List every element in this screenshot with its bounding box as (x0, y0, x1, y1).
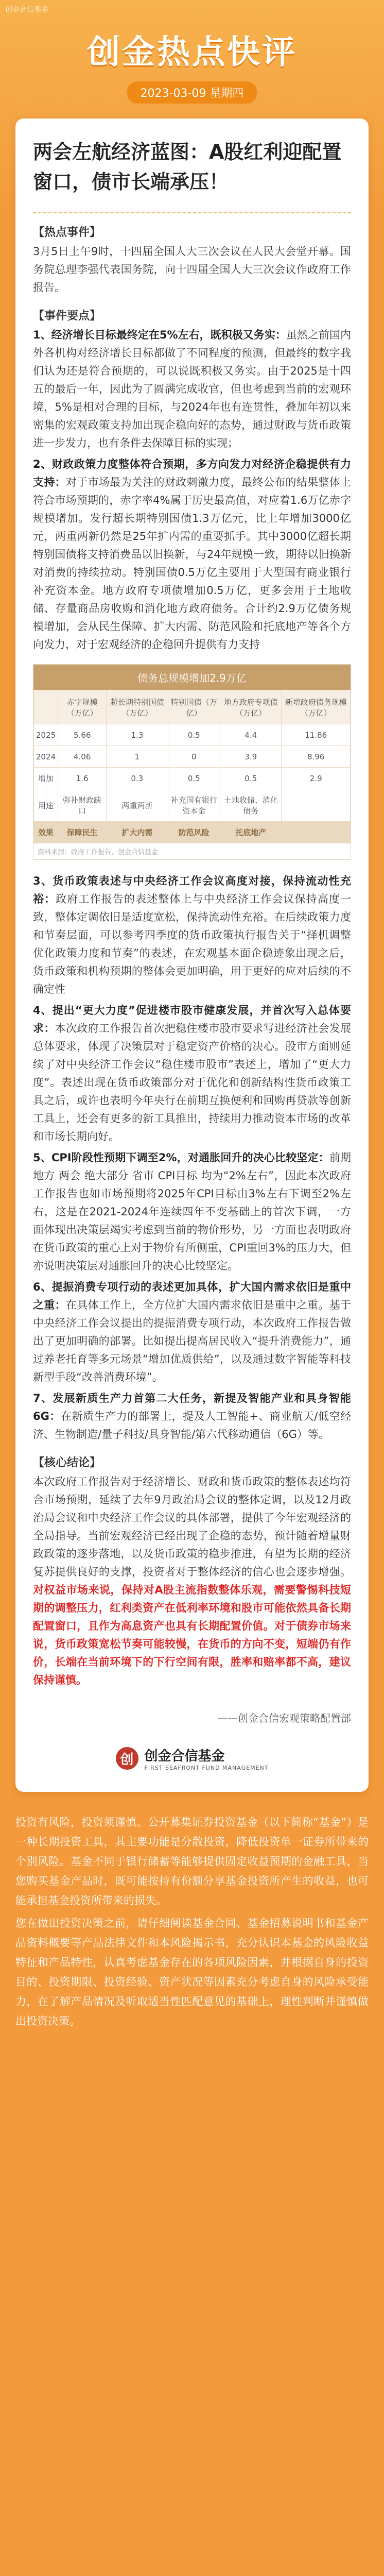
table-row (34, 746, 351, 768)
point-4 (33, 1002, 351, 1146)
table-cell: 0.5 (168, 724, 220, 746)
table-cell: 效果 (34, 822, 58, 843)
table-cell (282, 789, 351, 822)
point-5-body: 前期 地方 两会 绝大部分 省市 CPI目标 均为“2%左右”，因此本次政府工作报告也如市场预期将2025年CPI目标由3%左右下调至2%左右，这是在2021-2024年连续四年不变基础上的首次下调，一方面体现出决策层竭实考虑到当前的物价形势，另一方面也表明政府在货币政策的重心上对于物价有所侧重，CPI重回3%的压力大，但亦说明决策层对通胀回升的决心比较坚定。 (33, 1151, 351, 1272)
table-cell: 0.3 (107, 768, 168, 789)
point-2 (33, 455, 351, 654)
table-cell: 0 (168, 746, 220, 768)
table-cell: 2024 (34, 746, 58, 768)
point-2-body: 对于市场最为关注的财政刺激力度，最终公布的结果整体上符合市场预期的，赤字率4%属于历史最高值，对应着1.6万亿赤字规模增加。发行超长期特别国债1.3万亿元，比上年增加3000亿元，两重两新仍然是25年扩内需的重要抓手。其中3000亿超长期特别国债将支持消费品以旧换新，与24年规模一致，期待以旧换新对消费的持续拉动。特别国债0.5万亿主要用于大型国有商业银行补充资本金。地方政府专项债增加0.5万亿，更多会用于土地收储、存量商品房收购和消化地方政府债务。合计约2.9万亿债务规模增加，会从民生保障、扩大内需、防范风险和托底地产等各个方向发力，对于宏观经济的企稳回升提供有力支持 (33, 476, 352, 651)
header-banner (0, 0, 384, 118)
table-cell: 8.96 (282, 746, 351, 768)
table-header-cell: 超长期特别国债（万亿） (107, 690, 168, 724)
key-points-heading: 【事件要点】 (33, 310, 101, 323)
debt-table (33, 664, 351, 860)
point-5 (33, 1149, 351, 1275)
article-card (15, 118, 369, 1792)
table-footer-row (34, 822, 351, 843)
point-1 (33, 326, 351, 452)
hot-event-body: 3月5日上午9时，十四届全国人大三次会议在人民大会堂开幕。国务院总理李强代表国务院，向十四届全国人大三次会议作政府工作报告。 (33, 245, 351, 294)
table-cell (282, 822, 351, 843)
signature: ——创金合信宏观策略配置部 (217, 1712, 351, 1724)
table-cell: 用途 (34, 789, 58, 822)
table-cell: 11.86 (282, 724, 351, 746)
debt-table-title: 债务总规模增加2.9万亿 (33, 665, 351, 690)
brand-name-en: FIRST SEAFRONT FUND MANAGEMENT (144, 1765, 269, 1771)
header-title: 创金热点快评 (87, 33, 297, 72)
table-cell: 土地收储、消化债务 (220, 789, 282, 822)
table-cell: 扩大内需 (107, 822, 168, 843)
table-cell: 弥补财政缺口 (58, 789, 107, 822)
point-6-title: 6、提振消费专项行动的表述更加具体，扩大国内需求依旧是重中之重： (33, 1281, 351, 1311)
disclaimer-paragraph: 您在做出投资决策之前，请仔细阅读基金合同、基金招募说明书和基金产品资料概要等产品法律文件和本风险揭示书，充分认识本基金的风险收益特征和产品特性，认真考虑基金存在的各项风险因素，并根据自身的投资目的、投资期限、投资经验、资产状况等因素充分考虑自身的风险承受能力，在了解产品情况及听取适当性匹配意见的基础上，理性判断并谨慎做出投资决策。 (15, 1917, 369, 2027)
brand-logo (33, 1745, 351, 1771)
core-conclusion-heading: 【核心结论】 (33, 1456, 101, 1469)
table-header-cell (34, 690, 58, 724)
table-cell: 5.66 (58, 724, 107, 746)
table-cell: 1.3 (107, 724, 168, 746)
table-cell: 2.9 (282, 768, 351, 789)
brand-logo-icon: 创 (116, 1747, 138, 1770)
table-cell: 托底地产 (220, 822, 282, 843)
point-3 (33, 872, 351, 998)
table-header-cell: 赤字规模（万亿） (58, 690, 107, 724)
table-cell: 0.5 (220, 768, 282, 789)
date-pill: 2023-03-09 星期四 (127, 81, 257, 104)
table-cell: 防范风险 (168, 822, 220, 843)
point-4-body: 本次政府工作报告首次把稳住楼市股市要求写进经济社会发展总体要求，体现了决策层对于稳定资产价格的决心。股市方面则延续了对中央经济工作会议“稳住楼市股市”表述上，增加了“更大力度”。表述出现在货币政策部分对于优化和创新结构性货币政策工具之后，或许也表明今年央行在前期互换便利和回购再贷款等创新工具上，还会有更多的新工具推出，持续用力推动资本市场的改革和市场长期向好。 (33, 1022, 352, 1143)
table-cell: 1.6 (58, 768, 107, 789)
point-4-title: 4、提出“更大力度”促进楼市股市健康发展，并首次写入总体要求： (33, 1004, 351, 1035)
table-source-note: 资料来源：政府工作报告，创金合信基金 (38, 849, 159, 856)
point-6 (33, 1278, 351, 1386)
core-conclusion-body (33, 1473, 351, 1689)
table-cell: 保障民生 (58, 822, 107, 843)
core-conclusion-text: 本次政府工作报告对于经济增长、财政和货币政策的整体表述均符合市场预期，延续了去年9月政治局会议的整体定调，以及12月政治局会议和中央经济工作会议的具体部署，提供了今年宏观经济的全局指导。当前宏观经济已经出现了企稳的态势，预计随着增量财政政策的逐步落地，以及货币政策的稳步推进，有望为长期的经济复苏提供良好的支撑，投资者对于整体经济的信心也会逐步增强。 (33, 1476, 351, 1578)
core-conclusion-highlight: 对权益市场来说，保持对A股主流指数整体乐观，需要警惕科技短期的调整压力，红利类资产在低利率环境和股市可能依然具备长期配置窗口，且作为高息资产也具有长期配置价值。对于债券市场来说，货币政策宽松节奏可能较慢，在货币的方向不变，短端仍有作价，长端在当前环境下的下行空间有限，胜率和赔率都不高，建议保持谨慎。 (33, 1584, 351, 1686)
table-row (34, 768, 351, 789)
table-cell: 0.5 (168, 768, 220, 789)
point-5-title: 5、CPI阶段性预期下调至2%，对通胀回升的决心比较坚定： (33, 1151, 329, 1164)
table-cell: 补充国有银行资本金 (168, 789, 220, 822)
brand-corner-text: 创金合信基金 (5, 6, 48, 14)
table-cell: 增加 (34, 768, 58, 789)
brand-name-cn: 创金合信基金 (144, 1749, 225, 1764)
hot-event-heading: 【热点事件】 (33, 226, 101, 239)
point-1-body: 虽然之前国内外各机构对经济增长目标都做了不同程度的预测，但最终的数字我们认为还是符合预期的，可以说既积极又务实。由于2025是十四五的最后一年，因此为了圆满完成收官，但也考虑到当前的宏观环境，5%是相对合理的目标，与2024年也有连贯性，叠加年初以来密集的宏观政策支持加出现企稳向好的态势，通过财政与货币政策进一步发力，也有条件去保障目标的实现； (33, 329, 352, 449)
disclaimer-paragraph: 投资有风险，投资须谨慎。公开募集证券投资基金（以下简称“基金”）是一种长期投资工具，其主要功能是分散投资，降低投资单一证券所带来的个别风险。基金不同于银行储蓄等能够提供固定收益预期的金融工具，当您购买基金产品时，既可能按持有份额分享基金投资所产生的收益，也可能承担基金投资所带来的损失。 (15, 1816, 369, 1907)
table-cell: 4.06 (58, 746, 107, 768)
point-1-title: 1、经济增长目标最终定在5%左右，既积极又务实： (33, 329, 286, 341)
table-cell: 4.4 (220, 724, 282, 746)
point-6-body: 在具体工作上，全方位扩大国内需求依旧是重中之重。基于中央经济工作会议提出的提振消费专项行动，本次政府工作报告做出了更加明确的部署。比如提出提高居民收入“提升消费能力”，通过养老托育等多元场景“增加优质供给”，以及通过数字智能等科技新型手段“改善消费环境”。 (33, 1299, 352, 1383)
point-7-title: 7、发展新质生产力首第二大任务，新提及智能产业和具身智能6G： (33, 1392, 351, 1422)
table-row (34, 789, 351, 822)
table-row (34, 724, 351, 746)
table-header-cell: 特别国债（万亿） (168, 690, 220, 724)
point-7 (33, 1389, 351, 1444)
point-3-body: 政府工作报告的表述整体上与中央经济工作会议保持高度一致，整体定调依旧是适度宽松，保持流动性充裕。在后续政策力度和节奏层面，可以参考四季度的货币政策执行报告关于“择机调整优化政策力度和节奏”的表述，在宏观基本面企稳迹象出现之后，货币政策和机构预期的整体会更加明确，用于更好的应对后续的不确定性 (33, 893, 352, 995)
risk-disclaimer (15, 1812, 369, 2031)
table-cell: 两重两新 (107, 789, 168, 822)
brand-logo-text (145, 1745, 269, 1771)
table-cell: 1 (107, 746, 168, 768)
point-7-body: 在新质生产力的部署上，提及人工智能+、商业航天/低空经济、生物制造/量子科技/具身智能/第六代移动通信（6G）等。 (33, 1410, 352, 1440)
table-header-row (34, 690, 351, 724)
article-title: 两会左航经济蓝图：A股红利迎配置窗口，债市长端承压！ (33, 137, 351, 213)
table-cell: 2025 (34, 724, 58, 746)
table-cell: 3.9 (220, 746, 282, 768)
table-header-cell: 新增政府债务规模（万亿） (282, 690, 351, 724)
point-3-title: 3、货币政策表述与中央经济工作会议高度对接，保持流动性充裕： (33, 875, 351, 905)
debt-table-grid (33, 690, 351, 843)
table-header-cell: 地方政府专项债（万亿） (220, 690, 282, 724)
point-2-title: 2、财政政策力度整体符合预期，多方向发力对经济企稳提供有力支持： (33, 458, 351, 488)
